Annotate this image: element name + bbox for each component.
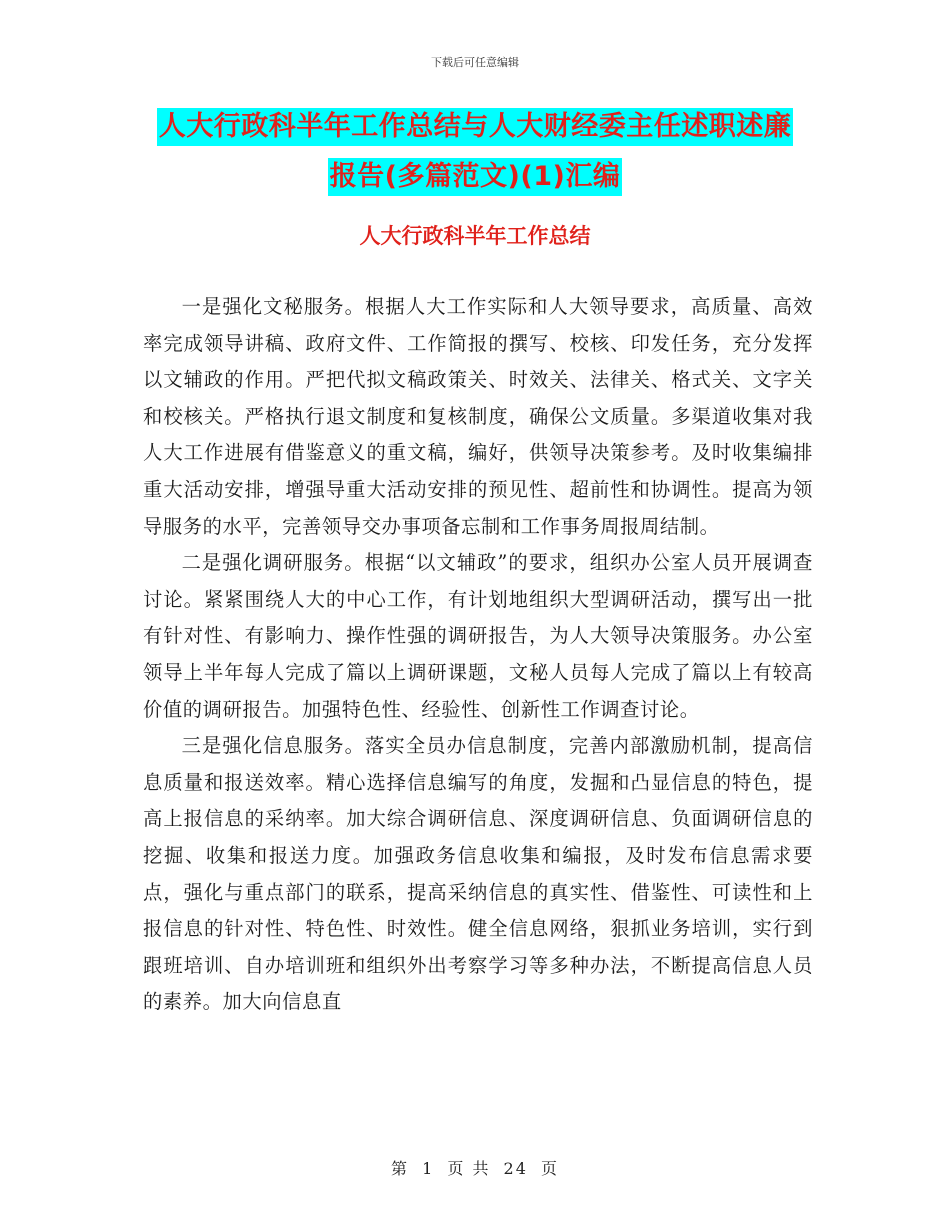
- footer-total-pages: 24: [503, 1159, 528, 1178]
- footer-suffix: 页: [541, 1159, 560, 1178]
- page-footer: [0, 1156, 950, 1179]
- page-header: 下载后可任意编辑: [431, 56, 519, 69]
- section-title: 人大行政科半年工作总结: [359, 224, 591, 248]
- title-line-1: 人大行政科半年工作总结与人大财经委主任述职述廉: [157, 108, 794, 146]
- paragraph-1: 一是强化文秘服务。根据人大工作实际和人大领导要求，高质量、高效率完成领导讲稿、政府文件、工作简报的撰写、校核、印发任务，充分发挥以文辅政的作用。严把代拟文稿政策关、时效关、法律关、格式关、文字关和校核关。严格执行退文制度和复核制度，确保公文质量。多渠道收集对我人大工作进展有借鉴意义的重文稿，编好，供领导决策参考。及时收集编排重大活动安排，增强导重大活动安排的预见性、超前性和协调性。提高为领导服务的水平，完善领导交办事项备忘制和工作事务周报周结制。: [143, 295, 813, 538]
- title-line-2: 报告(多篇范文)(1)汇编: [328, 158, 623, 196]
- footer-middle: 页 共: [447, 1159, 491, 1178]
- paragraph-3: 三是强化信息服务。落实全员办信息制度，完善内部激励机制，提高信息质量和报送效率。精心选择信息编写的角度，发掘和凸显信息的特色，提高上报信息的采纳率。加大综合调研信息、深度调研信息、负面调研信息的挖掘、收集和报送力度。加强政务信息收集和编报，及时发布信息需求要点，强化与重点部门的联系，提高采纳信息的真实性、借鉴性、可读性和上报信息的针对性、特色性、时效性。健全信息网络，狠抓业务培训，实行到跟班培训、自办培训班和组织外出考察学习等多种办法，不断提高信息人员的素养。加大向信息直: [143, 734, 813, 1014]
- document-title: [140, 108, 810, 196]
- footer-page-number: 1: [422, 1159, 435, 1178]
- paragraph-2: 二是强化调研服务。根据“以文辅政”的要求，组织办公室人员开展调查讨论。紧紧围绕人大的中心工作，有计划地组织大型调研活动，撰写出一批有针对性、有影响力、操作性强的调研报告，为人大领导决策服务。办公室领导上半年每人完成了篇以上调研课题，文秘人员每人完成了篇以上有较高价值的调研报告。加强特色性、经验性、创新性工作调查讨论。: [143, 551, 813, 721]
- footer-prefix: 第: [390, 1159, 409, 1178]
- body-text: [143, 289, 813, 1021]
